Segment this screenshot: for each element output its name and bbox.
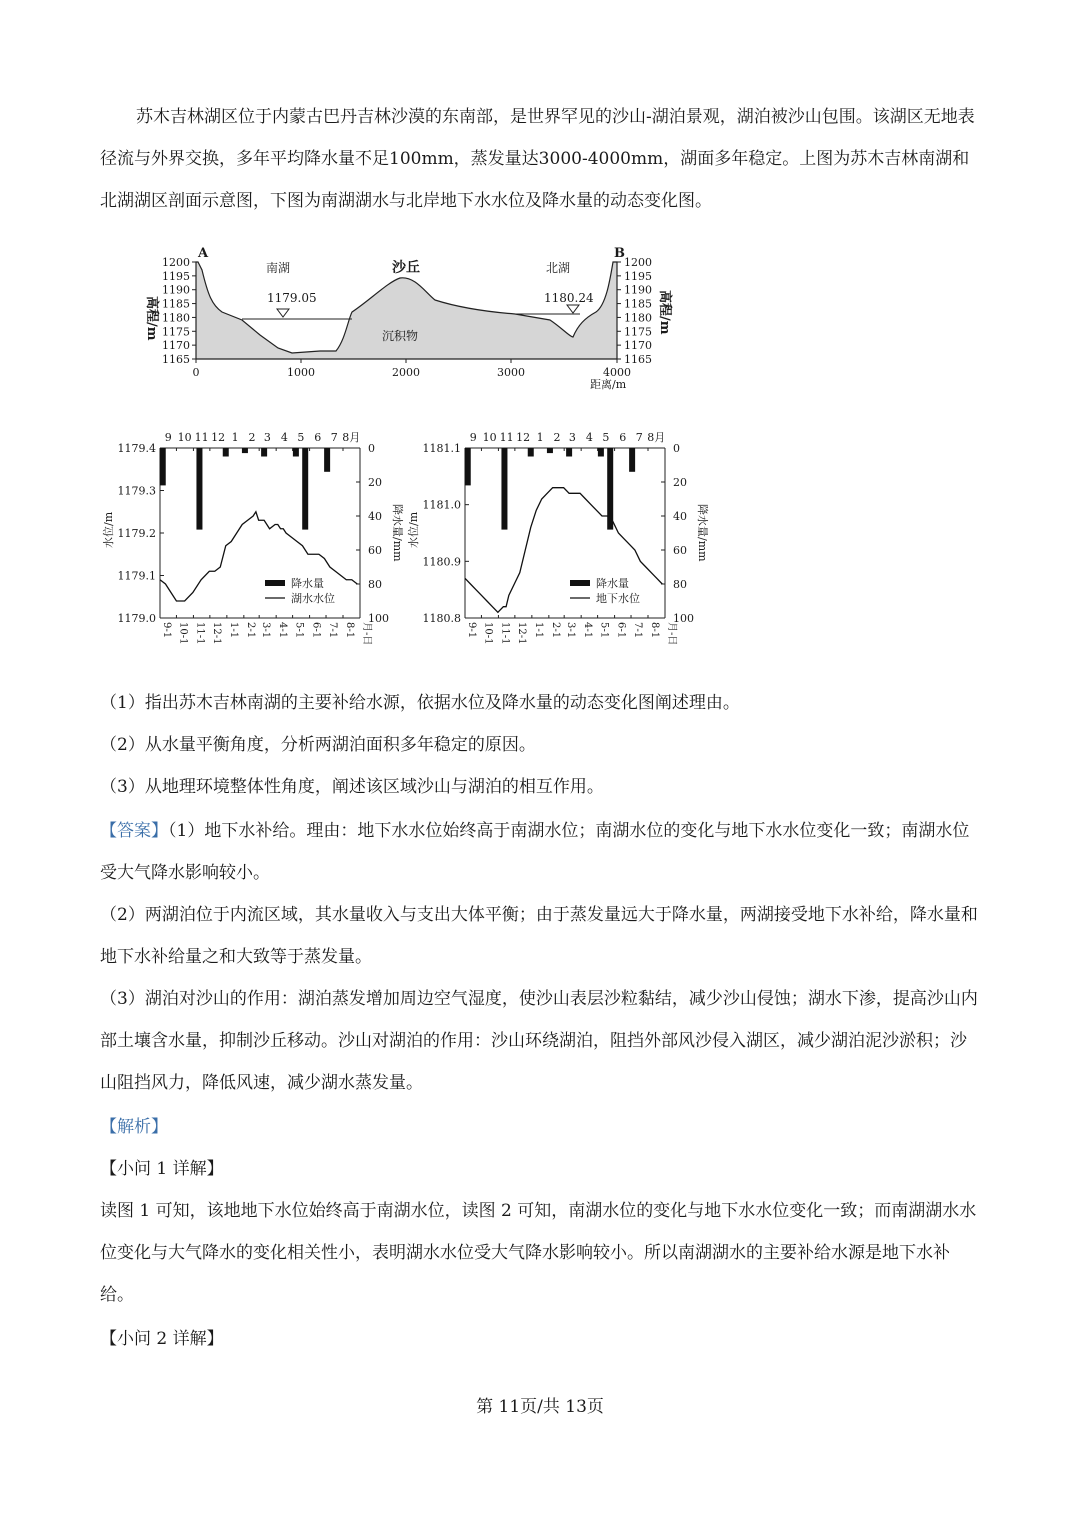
question-1: （1）指出苏木吉林南湖的主要补给水源，依据水位及降水量的动态变化图阐述理由。: [100, 693, 740, 713]
precip-bar: [501, 448, 507, 530]
x-tick-label: 1-1: [227, 622, 239, 639]
precip-bar: [261, 448, 267, 457]
month-label: 4: [280, 431, 288, 444]
profile-right-tick-label: 1200: [624, 256, 652, 269]
sediment-label: 沉积物: [382, 329, 419, 343]
left-tick-label: 1179.4: [117, 442, 156, 455]
profile-left-tick-label: 1180: [162, 311, 190, 325]
profile-right-tick-label: 1170: [624, 339, 652, 353]
left-tick-label: 1181.0: [422, 498, 461, 512]
month-label: 9: [164, 431, 172, 444]
month-label: 5: [602, 431, 610, 444]
north-lake-label: 北湖: [546, 261, 571, 275]
answer-1: [100, 810, 980, 894]
right-tick-label: 60: [673, 544, 687, 557]
profile-left-tick-label: 1190: [162, 283, 190, 297]
month-label: 3: [568, 431, 576, 444]
month-label: 11: [499, 431, 514, 444]
x-tick-label: 2-1: [244, 622, 256, 639]
profile-figure: [130, 240, 690, 400]
precip-bar: [160, 448, 166, 485]
terrain-profile: [196, 262, 617, 359]
month-label: 6: [619, 431, 627, 444]
profile-right-ticks: [617, 256, 652, 366]
right-tick-label: 20: [368, 476, 382, 489]
month-label: 10: [482, 431, 497, 444]
south-level-marker: [277, 309, 289, 317]
x-tick-label: 1-1: [532, 622, 544, 639]
month-label: 12: [211, 431, 226, 444]
profile-x-tick-label: 3000: [497, 366, 525, 379]
x-tick-label: 2-1: [549, 622, 561, 639]
precip-bar: [598, 448, 604, 457]
right-tick-label: 40: [368, 510, 382, 523]
month-label: 6: [314, 431, 322, 444]
profile-right-tick-label: 1165: [624, 353, 652, 366]
legend-bar-swatch: [570, 580, 590, 586]
x-tick-label: 11-1: [194, 622, 206, 645]
south-level-label: 1179.05: [267, 291, 317, 305]
legend-line-label: 湖水水位: [291, 592, 335, 605]
x-tick-label: 12-1: [210, 622, 222, 645]
x-tick-label: 10-1: [482, 622, 494, 645]
analysis-tag: 【解析】: [100, 1117, 168, 1137]
answer-3: （3）湖泊对沙山的作用：湖泊蒸发增加周边空气湿度，使沙山表层沙粒黏结，减少沙山侵蚀；湖水下渗，提高沙山内部土壤含水量，抑制沙丘移动。沙山对湖泊的作用：沙山环绕湖泊，阻挡外部风沙侵入湖区，减少湖泊泥沙淤积；沙山阻挡风力，降低风速，减少湖水蒸发量。: [100, 989, 978, 1093]
month-label: 7: [330, 431, 338, 444]
answer-1-text: （1）地下水补给。理由：地下水水位始终高于南湖水位；南湖水位的变化与地下水水位变化一致；南湖水位受大气降水影响较小。: [100, 821, 970, 883]
legend-bar-swatch: [265, 580, 285, 586]
profile-x-tick-label: 4000: [603, 366, 631, 379]
legend-line-label: 地下水位: [596, 592, 640, 605]
x-tick-label: 9-1: [466, 622, 477, 639]
point-a-label: A: [198, 246, 209, 261]
right-tick-label: 20: [673, 476, 687, 489]
sub1-text: 读图 1 可知，该地地下水位始终高于南湖水位，读图 2 可知，南湖水位的变化与地下水水位变化一致；而南湖湖水水位变化与大气降水的变化相关性小，表明湖水水位受大气降水影响较小。所以南湖湖水的主要补给水源是地下水补给。: [100, 1201, 977, 1305]
x-tick-label: 6-1: [310, 622, 322, 639]
x-tick-label: 7-1: [327, 622, 339, 639]
precip-bar: [242, 448, 248, 453]
profile-x-ticks: [193, 359, 632, 379]
precip-bar: [196, 448, 202, 530]
profile-x-tick-label: 2000: [392, 366, 420, 379]
month-label: 3: [263, 431, 271, 444]
precip-bar: [324, 448, 330, 472]
profile-left-tick-label: 1165: [162, 353, 190, 366]
profile-left-tick-label: 1185: [162, 297, 190, 311]
answer-tag: 【答案】: [100, 821, 168, 841]
month-label: 5: [297, 431, 305, 444]
profile-left-ylabel: 高程/m: [144, 296, 159, 341]
month-label: 11: [194, 431, 209, 444]
left-tick-label: 1180.9: [422, 555, 461, 569]
x-tick-label: 8-1: [649, 622, 661, 639]
month-label: 1: [231, 431, 239, 444]
legend-bar-label: 降水量: [291, 577, 324, 590]
x-tick-label: 11-1: [499, 622, 511, 645]
left-axis-label: 水位/m: [407, 511, 420, 548]
page-footer: 第 11页/共 13页: [476, 1397, 604, 1417]
profile-right-tick-label: 1180: [624, 311, 652, 325]
precip-bar: [528, 448, 534, 457]
north-level-marker: [567, 305, 579, 313]
right-tick-label: 100: [368, 612, 389, 625]
north-level-label: 1180.24: [544, 291, 594, 305]
right-axis-label: 降水量/mm: [696, 504, 709, 562]
intro-paragraph: 苏木吉林湖区位于内蒙古巴丹吉林沙漠的东南部，是世界罕见的沙山-湖泊景观，湖泊被沙山包围。该湖区无地表径流与外界交换，多年平均降水量不足100mm，蒸发量达3000-4000mm，湖面多年稳定。上图为苏木吉林南湖和北湖湖区剖面示意图，下图为南湖湖水与北岸地下水水位及降水量的动态变化图。: [100, 107, 975, 211]
month-label: 8月: [647, 431, 666, 444]
precip-bar: [223, 448, 229, 457]
question-2: （2）从水量平衡角度，分析两湖泊面积多年稳定的原因。: [100, 735, 536, 755]
month-label: 1: [536, 431, 544, 444]
left-axis-label: 水位/m: [102, 511, 115, 548]
x-tick-label: 7-1: [632, 622, 644, 639]
x-tick-label: 4-1: [277, 622, 289, 639]
left-tick-label: 1179.2: [117, 527, 156, 540]
x-tick-label: 3-1: [565, 622, 577, 639]
profile-xlabel: 距离/m: [590, 378, 627, 391]
precip-bar: [629, 448, 635, 472]
left-tick-label: 1179.1: [117, 569, 156, 583]
profile-left-ticks: [162, 256, 196, 366]
profile-left-tick-label: 1200: [162, 256, 190, 269]
x-axis-unit: 月-日: [666, 622, 677, 646]
profile-right-tick-label: 1195: [624, 269, 652, 283]
profile-x-tick-label: 0: [192, 366, 200, 379]
precip-bar: [465, 448, 471, 485]
sub1-title: 【小问 1 详解】: [100, 1159, 224, 1179]
right-axis-label: 降水量/mm: [391, 504, 404, 562]
right-tick-label: 80: [673, 578, 687, 591]
precip-bar: [547, 448, 553, 453]
month-label: 2: [553, 431, 561, 444]
month-label: 8月: [342, 431, 361, 444]
month-label: 4: [585, 431, 593, 444]
profile-right-tick-label: 1185: [624, 297, 652, 311]
month-label: 12: [516, 431, 531, 444]
south-lake-label: 南湖: [266, 261, 291, 275]
left-tick-label: 1179.3: [117, 484, 156, 498]
right-tick-label: 0: [368, 442, 375, 455]
chart-south-lake: [100, 420, 410, 670]
profile-right-ylabel: 高程/m: [657, 290, 672, 335]
profile-left-tick-label: 1170: [162, 339, 190, 353]
left-tick-label: 1180.8: [422, 612, 461, 625]
x-tick-label: 5-1: [598, 622, 610, 639]
x-tick-label: 6-1: [615, 622, 627, 639]
right-tick-label: 80: [368, 578, 382, 591]
month-label: 2: [248, 431, 256, 444]
precip-bar: [566, 448, 572, 457]
right-tick-label: 60: [368, 544, 382, 557]
answer-2: （2）两湖泊位于内流区域，其水量收入与支出大体平衡；由于蒸发量远大于降水量，两湖接受地下水补给，降水量和地下水补给量之和大致等于蒸发量。: [100, 905, 978, 967]
sub2-title: 【小问 2 详解】: [100, 1329, 224, 1349]
x-axis-unit: 月-日: [361, 622, 372, 646]
month-label: 7: [635, 431, 643, 444]
x-tick-label: 8-1: [344, 622, 356, 639]
month-label: 10: [177, 431, 192, 444]
profile-left-tick-label: 1175: [162, 325, 190, 339]
x-tick-label: 10-1: [177, 622, 189, 645]
point-b-label: B: [614, 246, 625, 261]
dune-label: 沙丘: [392, 260, 420, 276]
x-tick-label: 3-1: [260, 622, 272, 639]
month-label: 9: [469, 431, 477, 444]
left-tick-label: 1179.0: [117, 612, 156, 625]
precip-bar: [302, 448, 308, 530]
profile-right-tick-label: 1190: [624, 283, 652, 297]
chart-groundwater: [405, 420, 715, 670]
precip-bar: [293, 448, 299, 457]
question-3: （3）从地理环境整体性角度，阐述该区域沙山与湖泊的相互作用。: [100, 777, 604, 797]
x-tick-label: 5-1: [293, 622, 305, 639]
profile-right-tick-label: 1175: [624, 325, 652, 339]
right-tick-label: 40: [673, 510, 687, 523]
left-tick-label: 1181.1: [422, 442, 461, 455]
legend-bar-label: 降水量: [596, 577, 629, 590]
x-tick-label: 9-1: [161, 622, 172, 639]
profile-x-tick-label: 1000: [287, 366, 315, 379]
water-level-line: [160, 512, 357, 601]
x-tick-label: 4-1: [582, 622, 594, 639]
profile-left-tick-label: 1195: [162, 269, 190, 283]
right-tick-label: 100: [673, 612, 694, 625]
x-tick-label: 12-1: [515, 622, 527, 645]
right-tick-label: 0: [673, 442, 680, 455]
